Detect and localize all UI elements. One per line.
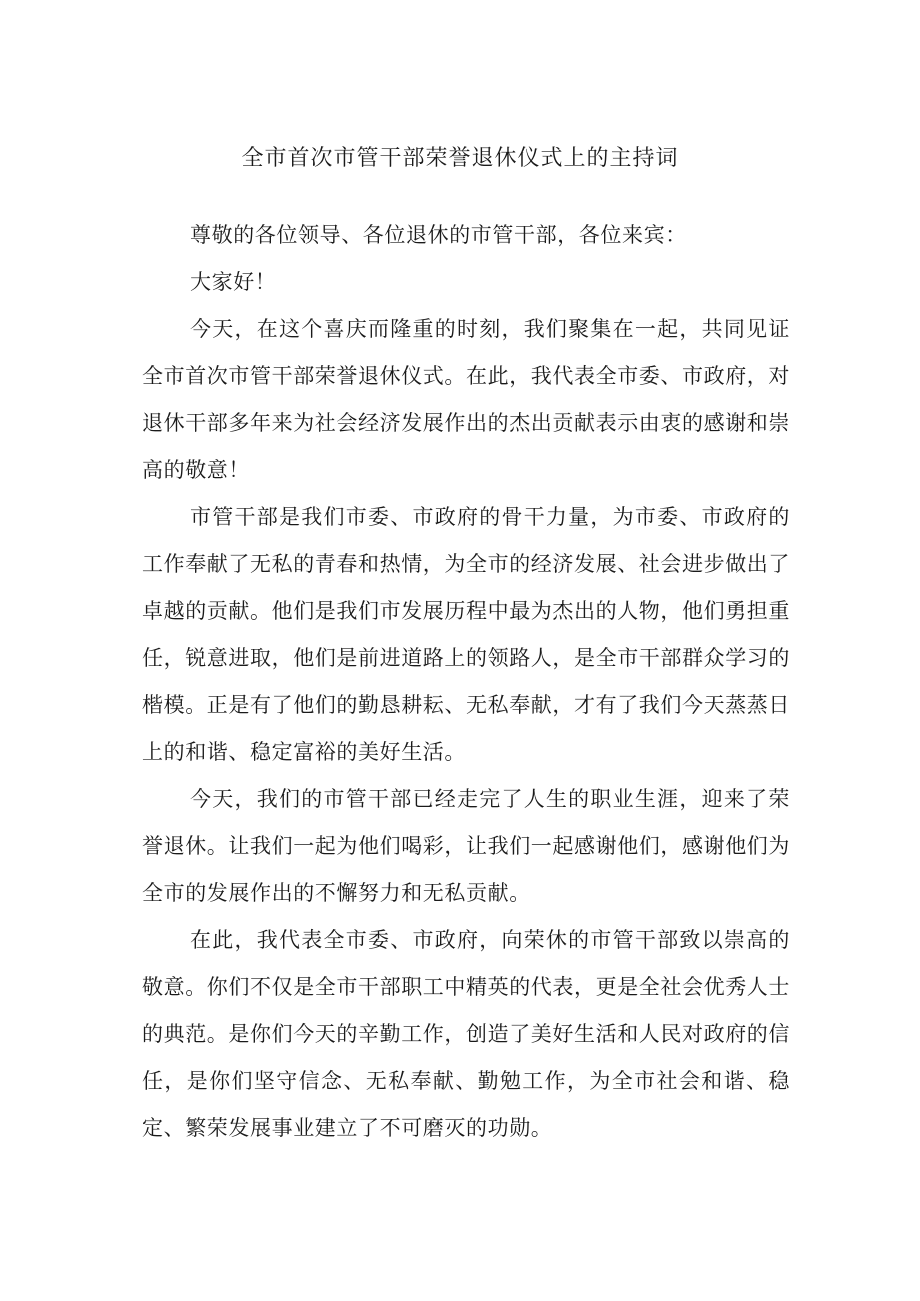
document-body — [142, 212, 790, 1152]
body-paragraph: 在此，我代表全市委、市政府，向荣休的市管干部致以崇高的敬意。你们不仅是全市干部职工中精英的代表，更是全社会优秀人士的典范。是你们今天的辛勤工作，创造了美好生活和人民对政府的信任，是你们坚守信念、无私奉献、勤勉工作，为全市社会和谐、稳定、繁荣发展事业建立了不可磨灭的功勋。 — [142, 928, 790, 1140]
document-title: 全市首次市管干部荣誉退休仪式上的主持词 — [241, 146, 679, 171]
greeting-paragraph: 大家好！ — [190, 270, 277, 294]
body-paragraph: 市管干部是我们市委、市政府的骨干力量，为市委、市政府的工作奉献了无私的青春和热情，为全市的经济发展、社会进步做出了卓越的贡献。他们是我们市发展历程中最为杰出的人物，他们勇担重任，锐意进取，他们是前进道路上的领路人，是全市干部群众学习的楷模。正是有了他们的勤恳耕耘、无私奉献，才有了我们今天蒸蒸日上的和谐、稳定富裕的美好生活。 — [142, 505, 790, 764]
salutation-paragraph: 尊敬的各位领导、各位退休的市管干部，各位来宾： — [190, 223, 687, 247]
body-paragraph: 今天，在这个喜庆而隆重的时刻，我们聚集在一起，共同见证全市首次市管干部荣誉退休仪式。在此，我代表全市委、市政府，对退休干部多年来为社会经济发展作出的杰出贡献表示由衷的感谢和崇高的敬意！ — [142, 317, 790, 482]
body-paragraph: 今天，我们的市管干部已经走完了人生的职业生涯，迎来了荣誉退休。让我们一起为他们喝彩，让我们一起感谢他们，感谢他们为全市的发展作出的不懈努力和无私贡献。 — [142, 787, 790, 905]
